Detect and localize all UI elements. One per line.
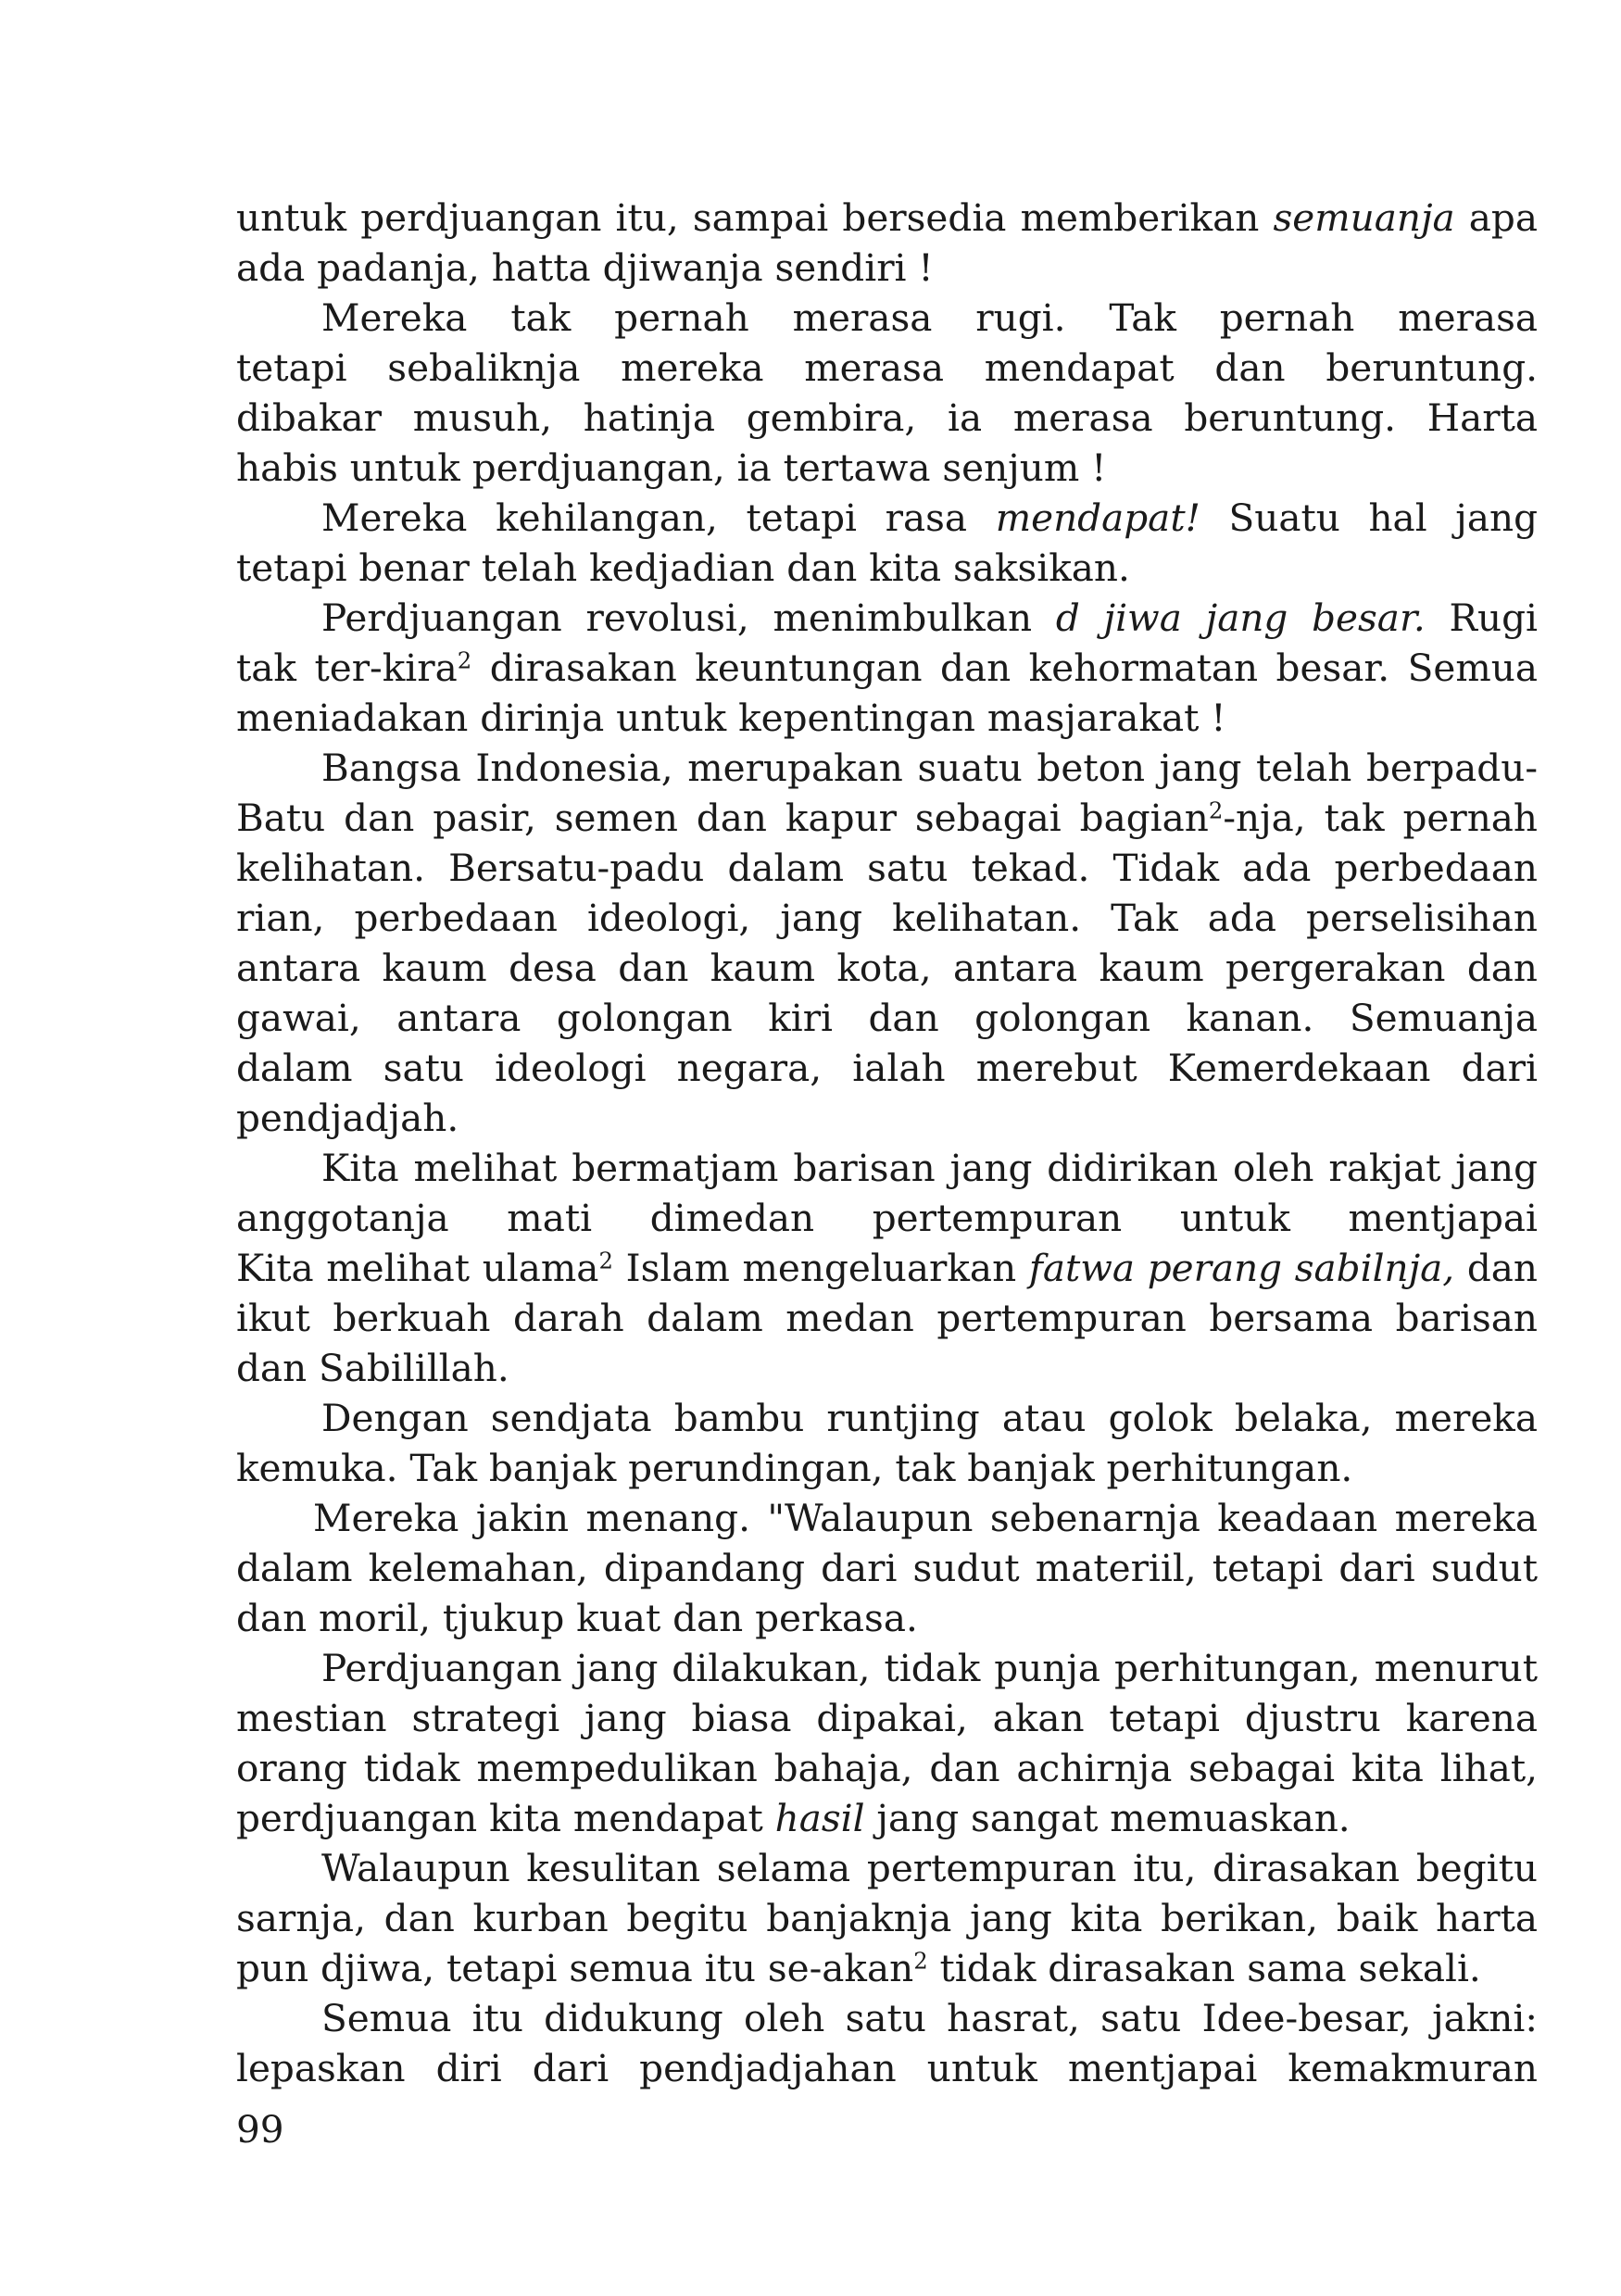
text-line: pendjadjah. <box>236 1096 459 1140</box>
text-line: tak ter-kira$^2$ dirasakan keuntungan dan kehormatan besar. Semua <box>236 646 1538 690</box>
text-line: ada padanja, hatta djiwanja sendiri ! <box>236 245 934 290</box>
text-line: habis untuk perdjuangan, ia tertawa senjum ! <box>236 445 1107 490</box>
text-line: Mereka kehilangan, tetapi rasa mendapat! Suatu hal jang <box>321 496 1538 540</box>
text-line: dibakar musuh, hatinja gembira, ia merasa beruntung. Harta <box>236 395 1538 440</box>
text-line: lepaskan diri dari pendjadjahan untuk mentjapai kemakmuran <box>236 2046 1538 2090</box>
text-line: untuk perdjuangan itu, sampai bersedia memberikan semuanja apa <box>236 195 1538 240</box>
page-number: 99 <box>236 2107 284 2152</box>
text-line: dan moril, tjukup kuat dan perkasa. <box>236 1596 918 1640</box>
text-line: Dengan sendjata bambu runtjing atau golok belaka, mereka <box>321 1396 1538 1440</box>
text-line: mestian strategi jang biasa dipakai, akan tetapi djustru karena <box>236 1696 1538 1740</box>
text-line: tetapi sebaliknja mereka merasa mendapat dan beruntung. <box>236 345 1538 390</box>
text-line: Kita melihat bermatjam barisan jang didirikan oleh rakjat jang <box>321 1146 1538 1190</box>
text-line: antara kaum desa dan kaum kota, antara kaum pergerakan dan <box>236 946 1538 990</box>
text-line: kelihatan. Bersatu-padu dalam satu tekad. Tidak ada perbedaan <box>236 846 1538 890</box>
text-line: gawai, antara golongan kiri dan golongan kanan. Semuanja <box>236 996 1538 1040</box>
text-line: ikut berkuah darah dalam medan pertempuran bersama barisan <box>236 1296 1538 1340</box>
text-line: perdjuangan kita mendapat hasil jang sangat memuaskan. <box>236 1796 1351 1840</box>
text-line: rian, perbedaan ideologi, jang kelihatan. Tak ada perselisihan <box>236 896 1538 940</box>
text-line: anggotanja mati dimedan pertempuran untuk mentjapai <box>236 1196 1538 1240</box>
text-line: Bangsa Indonesia, merupakan suatu beton jang telah berpadu- <box>321 746 1538 790</box>
text-line: Walaupun kesulitan selama pertempuran itu, dirasakan begitu <box>321 1846 1538 1890</box>
text-line: tetapi benar telah kedjadian dan kita saksikan. <box>236 546 1130 590</box>
body-text <box>236 193 1538 2093</box>
text-line: Batu dan pasir, semen dan kapur sebagai bagian$^2$-nja, tak pernah <box>236 796 1538 840</box>
text-line: dalam satu ideologi negara, ialah merebut Kemerdekaan dari <box>236 1046 1538 1090</box>
text-line: Perdjuangan jang dilakukan, tidak punja perhitungan, menurut <box>321 1646 1538 1690</box>
text-line: Mereka jakin menang. "Walaupun sebenarnja keadaan mereka <box>313 1496 1538 1540</box>
text-line: Mereka tak pernah merasa rugi. Tak pernah merasa <box>321 295 1538 340</box>
text-line: meniadakan dirinja untuk kepentingan masjarakat ! <box>236 696 1226 740</box>
text-line: dan Sabilillah. <box>236 1346 509 1390</box>
text-line: pun djiwa, tetapi semua itu se-akan$^2$ tidak dirasakan sama sekali. <box>236 1946 1481 1990</box>
text-line: sarnja, dan kurban begitu banjaknja jang kita berikan, baik harta <box>236 1896 1538 1940</box>
text-line: kemuka. Tak banjak perundingan, tak banjak perhitungan. <box>236 1446 1353 1490</box>
text-line: dalam kelemahan, dipandang dari sudut materiil, tetapi dari sudut <box>236 1546 1538 1590</box>
text-line: Perdjuangan revolusi, menimbulkan d jiwa jang besar. Rugi <box>321 596 1538 640</box>
text-line: Semua itu didukung oleh satu hasrat, satu Idee-besar, jakni: <box>321 1996 1538 2040</box>
text-line: orang tidak mempedulikan bahaja, dan achirnja sebagai kita lihat, <box>236 1746 1538 1790</box>
text-line: Kita melihat ulama$^2$ Islam mengeluarkan fatwa perang sabilnja, dan <box>236 1246 1538 1290</box>
